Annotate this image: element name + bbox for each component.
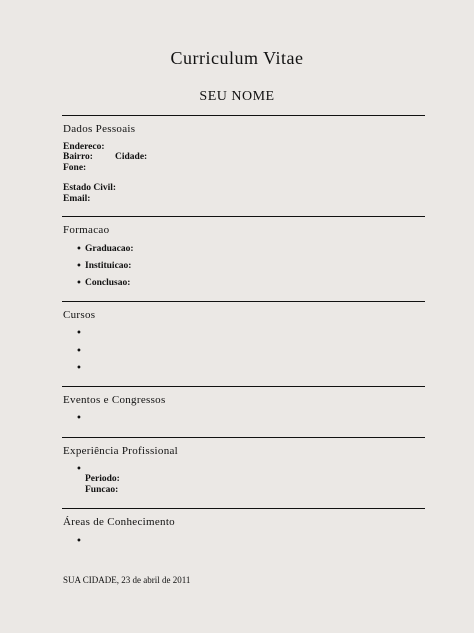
graduacao-label: Graduacao: <box>85 244 134 254</box>
cidade-label: Cidade: <box>115 152 148 162</box>
bullet: • <box>76 261 82 272</box>
conclusao-label: Conclusao: <box>85 278 131 288</box>
bairro-label: Bairro: <box>63 152 93 162</box>
bullet: • <box>76 464 82 475</box>
bullet: • <box>76 244 82 255</box>
periodo-label: Periodo: <box>85 474 120 484</box>
estado-civil-label: Estado Civil: <box>63 183 117 193</box>
section-heading-experiencia: Experiência Profissional <box>63 445 179 457</box>
section-divider <box>62 115 425 116</box>
bullet: • <box>76 413 82 424</box>
section-divider <box>62 437 425 438</box>
section-divider <box>62 386 425 387</box>
funcao-label: Funcao: <box>85 485 119 495</box>
bullet: • <box>76 346 82 357</box>
section-heading-formacao: Formacao <box>63 224 110 236</box>
email-label: Email: <box>63 194 91 204</box>
bullet: • <box>76 536 82 547</box>
section-heading-dados-pessoais: Dados Pessoais <box>63 123 136 135</box>
bullet: • <box>76 278 82 289</box>
section-heading-areas: Áreas de Conhecimento <box>63 516 175 528</box>
section-divider <box>62 301 425 302</box>
endereco-label: Endereco: <box>63 142 105 152</box>
section-divider <box>62 216 425 217</box>
document-title: Curriculum Vitae <box>170 48 304 68</box>
footer-place-date: SUA CIDADE, 23 de abril de 2011 <box>63 575 191 585</box>
fone-label: Fone: <box>63 163 87 173</box>
section-divider <box>62 508 425 509</box>
bullet: • <box>76 363 82 374</box>
bullet: • <box>76 328 82 339</box>
instituicao-label: Instituicao: <box>85 261 132 271</box>
person-name: SEU NOME <box>199 89 275 104</box>
section-heading-eventos: Eventos e Congressos <box>63 394 166 406</box>
section-heading-cursos: Cursos <box>63 309 96 321</box>
